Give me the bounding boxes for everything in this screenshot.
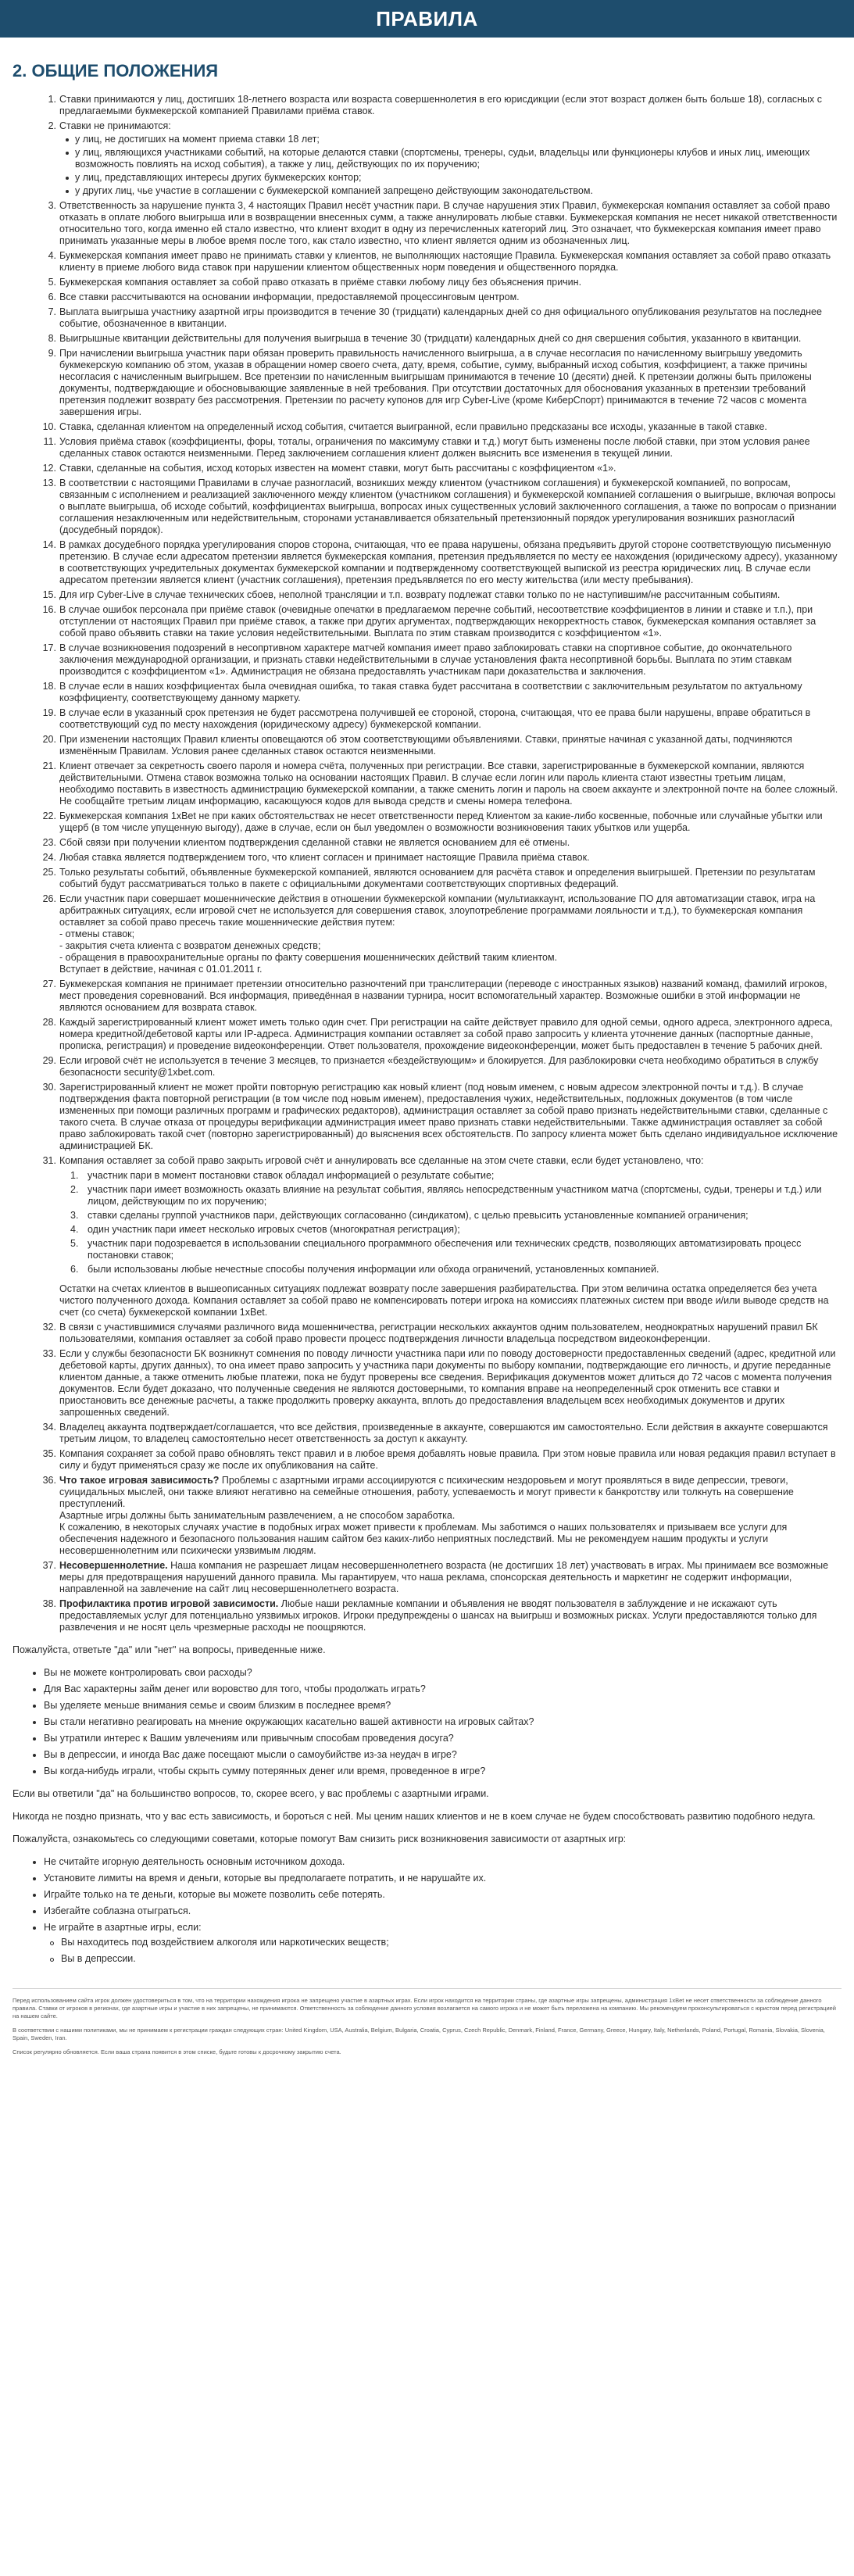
rule-number: 10. (42, 421, 56, 432)
tip-text: Установите лимиты на время и деньги, которые вы предполагаете потратить, и не нарушайте их. (44, 1873, 487, 1884)
rule-text: Ставки не принимаются: (59, 120, 171, 131)
tip-subitems (44, 1937, 841, 1965)
rule-bullet: у лиц, не достигших на момент приема ставки 18 лет; (75, 134, 841, 145)
subitem-text: участник пари подозревается в использовании специального программного обеспечения или технических средств, позволяющих автоматизировать процесс постановки ставок; (88, 1238, 802, 1261)
rule-heading: Несовершеннолетние. (59, 1560, 168, 1571)
rule-text: Любые наши рекламные компании и объявления не вводят пользователя в заблуждение и не искажают суть предоставляемых услуг для потенциально уязвимых игроков. Игроки предупреждены о шансах на выигрыш и возможных рисках. Услуги предоставляются только для развлечения и не носят цель чрезмерные расходы не поощряются. (59, 1598, 817, 1633)
tip-item (44, 1922, 841, 1965)
rule-text: Сбой связи при получении клиентом подтверждения сделанной ставки не является основанием для её отмены. (59, 837, 570, 848)
rule-number: 18. (42, 681, 56, 692)
rule-item (42, 642, 841, 678)
tips-intro: Пожалуйста, ознакомьтесь со следующими советами, которые помогут Вам снизить риск возникновения зависимости от азартных игр: (13, 1834, 627, 1844)
tip-text: Избегайте соблазна отыграться. (44, 1905, 191, 1916)
rule-number: 15. (42, 589, 56, 600)
subitem-text: ставки сделаны группой участников пари, действующих согласованно (синдикатом), с целью превысить установленные компанией ограничения; (88, 1210, 749, 1221)
rule-number: 13. (42, 478, 56, 488)
rule-after-note: Остатки на счетах клиентов в вышеописанных ситуациях подлежат возврату после завершения разбирательства. При этом величина остатка определяется без учета чистого полученного дохода. Компания оставляет за собой право не компенсировать потери игрока на комиссиях платежных систем при вводе и/или выводе средств на счет (со счета) букмекерской компании 1xBet. (59, 1283, 829, 1318)
rule-item (42, 1082, 841, 1152)
rule-item (48, 348, 841, 418)
rule-text: Выигрышные квитанции действительны для получения выигрыша в течение 30 (тридцати) календарных дней со дня свершения события, указанного в квитанции. (59, 333, 802, 344)
rule-bullet: у лиц, представляющих интересы других букмекерских контор; (75, 172, 841, 184)
rule-text: Владелец аккаунта подтверждает/соглашается, что все действия, произведенные в аккаунте, совершаются им самостоятельно. Если действия в аккаунте совершаются третьим лицом, то владелец самостоятельно несет ответственность за доступ к аккаунту. (59, 1422, 828, 1444)
rule-heading: Профилактика против игровой зависимости. (59, 1598, 279, 1609)
subitem-text: участник пари в момент постановки ставок обладал информацией о результате событие; (88, 1170, 495, 1181)
rule-number: 17. (42, 642, 56, 653)
rule-number: 34. (42, 1422, 56, 1433)
rule-text: Для игр Cyber-Live в случае технических сбоев, неполной трансляции и т.п. возврату подлежат ставки только по не наступившим/не рассчитанным событиям. (59, 589, 781, 600)
rule-item (42, 1348, 841, 1419)
rule-subitems (59, 1170, 841, 1275)
rule-item (42, 1055, 841, 1079)
rule-number: 19. (42, 707, 56, 718)
rule-text: Если у службы безопасности БК возникнут сомнения по поводу личности участника пари или по поводу достоверности предоставленных сведений (адрес, кредитной или дебетовой карты, других данных), то она имеет право запросить у участника пари документы по выбору компании, подтверждающие его личность, и другие переданные клиентом данные, а также отменить любые платежи, пока не будут проверены все сведения. Верификация документов может длиться до 72 часов с момента получения документов. Если будет доказано, что полученные сведения не являются достоверными, то компания вправе на неопределенный срок отменить все ставки и приостановить все денежные расчеты, а также продолжить проверку аккаунта, вплоть до предоставления владельцем всех необходимых документов и других запрошенных сведений. (59, 1348, 836, 1418)
rule-subitem (70, 1224, 841, 1236)
section-title: 2. ОБЩИЕ ПОЛОЖЕНИЯ (13, 61, 219, 80)
subitem-number: 6. (70, 1264, 79, 1275)
rule-number: 36. (42, 1475, 56, 1486)
rule-item (43, 436, 841, 460)
rule-item (42, 734, 841, 757)
rule-text: Ответственность за нарушение пункта 3, 4 настоящих Правил несёт участник пари. В случае нарушения этих Правил, букмекерская компания оставляет за собой право отказать в оплате любого выигрыша или в возвращении внесенных сумм, а также аннулировать любые ставки. Букмекерская компания не несет никакой ответственности относительно того, когда именно ей стало известно, что клиент входит в одну из перечисленных категорий лиц. Это означает, что букмекерская компания имеет право принимать указанные меры в любое время после того, как стало известно, что клиент является одним из обозначенных лиц. (59, 200, 838, 246)
rule-number: 9. (48, 348, 56, 359)
rule-item (42, 1598, 841, 1633)
footnote-text: В соответствии с нашими политиками, мы не принимаем к регистрации граждан следующих стран: United Kingdom, USA, Australia, Belgium, Bulgaria, Croatia, Cyprus, Czech Republic, Denmark, Finland, France, Germany, Greece, Hungary, Italy, Netherlands, Poland, Portugal, Romania, Slovakia, Slovenia, Spain, Sweden, Iran. (13, 2027, 825, 2041)
rule-text: Любая ставка является подтверждением того, что клиент согласен и принимает настоящие Правила приёма ставок. (59, 852, 590, 863)
rule-text: Зарегистрированный клиент не может пройти повторную регистрацию как новый клиент (под новым именем, с новым адресом электронной почты и т.д.). В случае подтверждения факта повторной регистрации (в том числе под новым именем), предоставления чужих, недействительных, подложных документов (в том числе измененных при помощи различных программ и графических редакторов), администрация оставляет за собой право признать недействительными ставки, сделанные с такого счета. В случае отказа от процедуры верификации администрация имеет право признать ставки недействительными. Также администрация оставляет за собой право заблокировать такой счет (повторно зарегистрированный) до выяснения всех обстоятельств. По запросу клиента может быть сделано индивидуальное исключение администрацией БК. (59, 1082, 838, 1151)
tip-text: Играйте только на те деньги, которые вы можете позволить себе потерять. (44, 1889, 385, 1900)
subitem-number: 3. (70, 1210, 79, 1221)
rule-item (48, 333, 841, 345)
rule-number: 11. (43, 436, 56, 447)
rule-number: 8. (48, 333, 56, 344)
subitem-number: 2. (70, 1184, 79, 1195)
subitem-number: 1. (70, 1170, 79, 1181)
rule-item (42, 681, 841, 704)
rule-text: Каждый зарегистрированный клиент может иметь только один счет. При регистрации на сайте действует правило для одной семьи, одного адреса, электронного адреса, номера кредитной/дебетовой карты или IP-адреса. Администрация компании оставляет за собой право запросить у клиента уточнение данных (паспортные данные, прописка, регистрация) и проведение видеоконференции. Ответ пользователя, прохождение видеоконференции, может быть предоставлен в течение 5 рабочих дней. (59, 1017, 833, 1051)
rule-item (42, 852, 841, 864)
question-item: Вы в депрессии, и иногда Вас даже посещают мысли о самоубийстве из-за неудач в игре? (44, 1749, 841, 1761)
rule-number: 5. (48, 277, 56, 288)
rule-item (42, 1475, 841, 1557)
tip-subitem: Вы в депрессии. (61, 1953, 841, 1965)
never-late-note: Никогда не поздно признать, что у вас есть зависимость, и бороться с ней. Мы ценим наших клиентов и не в коем случае не будем способствовать развитию подобного недуга. (13, 1811, 816, 1822)
rule-text: При изменении настоящих Правил клиенты оповещаются об этом соответствующими объявлениями. Ставки, принятые начиная с указанной даты, подчиняются изменённым Правилам. Условия ранее сделанных ставок остаются неизменными. (59, 734, 792, 757)
rule-item (42, 1422, 841, 1445)
rule-text: Компания сохраняет за собой право обновлять текст правил и в любое время добавлять новые правила. При этом новые правила или новая редакция правил вступает в силу и будут применяться сразу же после их опубликования на сайте. (59, 1448, 836, 1471)
subitem-number: 4. (70, 1224, 79, 1235)
rule-item (48, 200, 841, 247)
rule-item (42, 1322, 841, 1345)
rule-item (42, 478, 841, 536)
rule-text: В рамках досудебного порядка урегулирования споров сторона, считающая, что ее права нарушены, обязана предъявить другой стороне соответствующую письменную претензию. В случае если адресатом претензии является букмекерская компания, претензия предъявляется по месту ее нахождения (юридическому адресу), указанному в соответствующих учредительных документах букмекерской компании и подтвержденному соответствующей выпиской из реестра юридических лиц. В случае если адресатом претензии является клиент (участник соглашения), претензия предъявляется по его месту жительства (или месту пребывания). (59, 539, 838, 585)
rule-text: В связи с участившимися случаями различного вида мошенничества, регистрации нескольких аккаунтов одним пользователем, неоднократных нарушений правил БК пользователями, компания оставляет за собой право провести процесс подтверждения личности владельца посредством видеоконференции. (59, 1322, 818, 1344)
footnote-text: Список регулярно обновляется. Если ваша страна появится в этом списке, будьте готовы к досрочному закрытию счета. (13, 2048, 341, 2055)
rule-text: Выплата выигрыша участнику азартной игры производится в течение 30 (тридцати) календарных дней со дня официального опубликования результатов на последнее событие, обозначенное в квитанции. (59, 306, 822, 329)
rule-text: Наша компания не разрешает лицам несовершеннолетнего возраста (не достигших 18 лет) участвовать в играх. Мы принимаем все возможные меры для предотвращения нарушений данного правила. Мы гарантируем, что наша реклама, спонсорская деятельность и маркетинг не содержит информации, направленной на завлечение на сайт лиц несовершеннолетнего возраста. (59, 1560, 829, 1594)
rule-item (48, 94, 841, 117)
tip-text: Не играйте в азартные игры, если: (44, 1922, 202, 1933)
rule-text: Только результаты событий, объявленные букмекерской компанией, являются основанием для расчёта ставок и определения выигрышей. Претензии по результатам событий будут рассматриваться только в пакете с официальными документами соответствующих спортивных федераций. (59, 867, 816, 889)
rule-number: 20. (42, 734, 56, 745)
rule-text: Если участник пари совершает мошеннические действия в отношении букмекерской компании (мультиаккаунт, использование ПО для автоматизации ставок, игра на арбитражных ситуациях, если игровой счет не используется для совершения ставок, злоупотребление программами лояльности и т.д.), то букмекерская компания оставляет за собой право пресечь такие мошеннические действия путем: - отмены ставок; - закрытия счета клиента с возвратом денежных средств; - обращения в правоохранительные органы по факту совершения мошеннических действий таким клиентом. Вступает в действие, начиная с 01.01.2011 г. (59, 893, 816, 975)
header-bar (0, 0, 854, 38)
footnote-text: Перед использованием сайта игрок должен удостовериться в том, что на территории нахождения игрока не запрещено участие в азартных играх. Если игрок находится на территории страны, где азартные игры запрещены, администрация 1xBet не несет ответственности за соблюдение данного правила. Ставки от игроков в регионах, где азартные игры и участие в них запрещены, не принимаются. Ответственность за соблюдение данного условия возлагается на самого игрока и не может быть переложена на компанию. Мы рекомендуем проконсультироваться с юристом перед регистрацией на нашем сайте. (13, 1997, 836, 2020)
rule-text: Букмекерская компания оставляет за собой право отказать в приёме ставки любому лицу без объяснения причин. (59, 277, 582, 288)
rule-item (42, 1155, 841, 1318)
subitem-text: были использованы любые нечестные способы получения информации или обхода ограничений, установленных компанией. (88, 1264, 659, 1275)
rule-number: 27. (42, 979, 56, 989)
rule-number: 35. (42, 1448, 56, 1459)
rule-item (42, 893, 841, 975)
rule-number: 12. (42, 463, 56, 474)
rule-number: 32. (42, 1322, 56, 1333)
rule-text: Проблемы с азартными играми ассоциируются с психическим нездоровьем и могут проявляться в виде депрессии, тревоги, суицидальных мыслей, они также влияют негативно на семейные отношения, работу, успеваемость и могут привести к банкротству или толкнуть на совершение преступлений. Азартные игры должны быть занимательным развлечением, а не способом заработка. К сожалению, в некоторых случаях участие в подобных играх может привести к проблемам. Мы заботимся о наших пользователях и призываем все услуги для обеспечения надежного и безопасного пользования нашим сайтом без каких-либо неприятных последствий. Мы не рекомендуем нашим продукты и услуги несовершеннолетним или психически уязвимым людям. (59, 1475, 794, 1556)
rule-number: 2. (48, 120, 56, 131)
subitem-text: участник пари имеет возможность оказать влияние на результат события, являясь непосредственным участником матча (спортсмены, судьи, тренеры и т.д.) или лицом, действующим по их поручению; (88, 1184, 822, 1207)
rule-item (42, 760, 841, 807)
subitem-number: 5. (70, 1238, 79, 1249)
question-item: Вы когда-нибудь играли, чтобы скрыть сумму потерянных денег или время, проведенное в игре? (44, 1766, 841, 1777)
rules-content (0, 38, 854, 2056)
rule-number: 25. (42, 867, 56, 878)
rule-number: 1. (48, 94, 56, 105)
tips-list (13, 1856, 841, 1965)
rule-bullets (59, 134, 841, 197)
tip-item (44, 1873, 841, 1884)
rule-number: 30. (42, 1082, 56, 1093)
rule-number: 31. (42, 1155, 56, 1166)
rule-item (48, 292, 841, 303)
tip-item (44, 1856, 841, 1868)
rule-text: Клиент отвечает за секретность своего пароля и номера счёта, полученных при регистрации. Все ставки, зарегистрированные в букмекерской компании, являются действительными. Отмена ставок возможна только на основании настоящих Правил. В случае если логин или пароль клиента стают известны третьим лицам, необходимо поставить в известность администрацию букмекерской компании, а также сменить логин и пароль на своем аккаунте и электронной почте на более сложный. Не сообщайте третьим лицам информацию, касающуюся кодов для вывода средств и смены номера телефона. (59, 760, 838, 807)
rule-item (48, 120, 841, 197)
question-item: Для Вас характерны займ денег или воровство для того, чтобы продолжать играть? (44, 1683, 841, 1695)
rule-item (48, 277, 841, 288)
rule-bullet: у лиц, являющихся участниками событий, на которые делаются ставки (спортсмены, тренеры, судьи, владельцы или функционеры клубов и иных лиц, имеющих возможность повлиять на исход события), а также у лиц, действующих по их поручению; (75, 147, 841, 170)
tip-subitem: Вы находитесь под воздействием алкоголя или наркотических веществ; (61, 1937, 841, 1948)
rule-number: 4. (48, 250, 56, 261)
rule-text: При начислении выигрыша участник пари обязан проверить правильность начисленного выигрыша, а в случае несогласия по начисленному выигрышу уведомить букмекерскую компанию об этом, указав в обращении номер своего счета, дату, время, событие, сумму, выбранный исход события, коэффициент, а также причины несогласия с начисленным выигрышем. Все претензии по начисленным выигрышам принимаются в течение 10 (десяти) дней. К претензии должны быть приложены документы, подтверждающие и обосновывающие заявленные в ней требования. При отсутствии достаточных для обоснования указанных в претензии требований претензия подлежит возврату без рассмотрения. Претензии по расчету купонов для игр Cyber-Live (кроме КиберСпорт) принимаются в течение 72 часов с момента завершения игры. (59, 348, 812, 417)
rule-text: Букмекерская компания имеет право не принимать ставки у клиентов, не выполняющих настоящие Правила. Букмекерская компания оставляет за собой право отказать клиенту в приеме любого вида ставок при нарушении клиентом общественных норм поведения и общественного порядка. (59, 250, 831, 273)
rule-item (42, 1448, 841, 1472)
rule-item (42, 707, 841, 731)
rule-number: 7. (48, 306, 56, 317)
rule-text: Букмекерская компания не принимает претензии относительно разночтений при транслитерации (переводе с иностранных языков) названий команд, фамилий игроков, мест проведения соревнований. Вся информация, приведённая в названии турнира, носит вспомогательный характер. Возможные ошибки в этой информации не являются основанием для возврата ставок. (59, 979, 827, 1013)
rule-item (48, 250, 841, 274)
rule-text: Условия приёма ставок (коэффициенты, форы, тоталы, ограничения по максимуму ставки и т.д.) могут быть изменены после любой ставки, при этом условия ранее сделанных ставок остаются неизменными. Перед заключением соглашения клиент должен выяснить все изменения в текущей линии. (59, 436, 810, 459)
rule-number: 26. (42, 893, 56, 904)
rule-text: Ставка, сделанная клиентом на определенный исход события, считается выигранной, если правильно предсказаны все исходы, указанные в такой ставке. (59, 421, 767, 432)
footnotes (13, 1988, 841, 2056)
rule-text: Все ставки рассчитываются на основании информации, предоставляемой процессинговым центром. (59, 292, 520, 302)
question-item: Вы стали негативно реагировать на мнение окружающих касательно вашей активности на игровых сайтах? (44, 1716, 841, 1728)
yes-answer-note: Если вы ответили "да" на большинство вопросов, то, скорее всего, у вас проблемы с азартными играми. (13, 1788, 489, 1799)
rule-number: 37. (42, 1560, 56, 1571)
rule-text: Букмекерская компания 1xBet не при каких обстоятельствах не несет ответственности перед Клиентом за какие-либо косвенные, побочные или случайные убытки или ущерб (в том числе упущенную выгоду), даже в случае, если он был уведомлен о возможности возникновения таких убытков или ущерба. (59, 810, 823, 833)
rule-number: 28. (42, 1017, 56, 1028)
rule-number: 38. (42, 1598, 56, 1609)
rule-text: В случае если в указанный срок претензия не будет рассмотрена получившей ее стороной, сторона, считающая, что ее права были нарушены, вправе обратиться в соответствующий суд по месту нахождения (юридическому адресу) букмекерской компании. (59, 707, 811, 730)
rule-number: 29. (42, 1055, 56, 1066)
rule-subitem (70, 1170, 841, 1182)
rule-number: 6. (48, 292, 56, 302)
rule-text: Компания оставляет за собой право закрыть игровой счёт и аннулировать все сделанные на этом счете ставки, если будет установлено, что: (59, 1155, 704, 1166)
rule-text: В случае возникновения подозрений в несопртивном характере матчей компания имеет право заблокировать ставки на спортивное событие, до окончательного заключения международной организации, и признать ставки недействительными в случае установления факта несопртивной борьбы. Выплата по этим ставкам производится с коэффициентом «1». Администрация не обязана предоставлять участникам пари доказательства и заключения. (59, 642, 792, 677)
rule-subitem (70, 1238, 841, 1261)
questions-list (13, 1667, 841, 1777)
rule-text: Ставки принимаются у лиц, достигших 18-летнего возраста или возраста совершеннолетия в его юрисдикции (если этот возраст должен быть больше 18), согласных с предлагаемыми букмекерской компанией Правилами приёма ставок. (59, 94, 823, 116)
tip-item (44, 1905, 841, 1917)
rule-item (42, 979, 841, 1014)
rule-item (42, 1017, 841, 1052)
rule-text: Ставки, сделанные на события, исход которых известен на момент ставки, могут быть рассчитаны с коэффициентом «1». (59, 463, 616, 474)
rule-item (42, 421, 841, 433)
tip-item (44, 1889, 841, 1901)
page-title: ПРАВИЛА (376, 6, 478, 30)
rule-number: 21. (42, 760, 56, 771)
question-item: Вы не можете контролировать свои расходы? (44, 1667, 841, 1679)
rule-item (42, 463, 841, 474)
rule-number: 22. (42, 810, 56, 821)
rule-subitem (70, 1264, 841, 1275)
rule-item (42, 604, 841, 639)
rule-bullet: у других лиц, чье участие в соглашении с букмекерской компанией запрещено действующим законодательством. (75, 185, 841, 197)
rule-item (48, 306, 841, 330)
rule-text: В случае если в наших коэффициентах была очевидная ошибка, то такая ставка будет рассчитана в соответствии с заключительным результатом по актуальному коэффициенту, соответствующему данному маркету. (59, 681, 802, 703)
rule-item (42, 867, 841, 890)
rule-text: В случае ошибок персонала при приёме ставок (очевидные опечатки в предлагаемом перечне событий, несоответствие коэффициентов в линии и ставке и т.п.), при отступлении от настоящих Правил при приёме ставок, а также при других аргументах, подтверждающих некорректность ставок, букмекерская компания оставляет за собой право объявить ставки на такие условия недействительными. Выплата по этим ставкам производится с коэффициентом «1». (59, 604, 816, 639)
rule-subitem (70, 1184, 841, 1208)
rule-number: 3. (48, 200, 56, 211)
questions-intro: Пожалуйста, ответьте "да" или "нет" на вопросы, приведенные ниже. (13, 1644, 326, 1655)
question-item: Вы утратили интерес к Вашим увлечениям или привычным способам проведения досуга? (44, 1733, 841, 1744)
rule-item (42, 810, 841, 834)
rule-text: Если игровой счёт не используется в течение 3 месяцев, то признается «бездействующим» и блокируется. Для разблокировки счета необходимо обратиться в службу безопасности security@1xbet.com. (59, 1055, 819, 1078)
rule-text: В соответствии с настоящими Правилами в случае разногласий, возникших между клиентом (участником соглашения) и букмекерской компанией, по вопросам, связанным с исполнением и реализацией заключенного между клиентом (участником соглашения) и букмекерской компанией соглашения о выигрыше, включая вопросы о выплате выигрыша, об исходе событий, коэффициентах выигрыша, вопросах иных существенных условий заключенного соглашения, а также по вопросам о признании соглашения незаключенным или недействительным, сторонами устанавливается обязательный претензионный порядок урегулирования возникших разногласий (досудебный порядок). (59, 478, 837, 535)
rule-item (42, 539, 841, 586)
rule-heading: Что такое игровая зависимость? (59, 1475, 220, 1486)
tip-text: Не считайте игорную деятельность основным источником дохода. (44, 1856, 345, 1867)
rule-number: 33. (42, 1348, 56, 1359)
rule-number: 16. (42, 604, 56, 615)
rule-item (42, 837, 841, 849)
rule-number: 14. (42, 539, 56, 550)
subitem-text: один участник пари имеет несколько игровых счетов (многократная регистрация); (88, 1224, 460, 1235)
rule-subitem (70, 1210, 841, 1222)
question-item: Вы уделяете меньше внимания семье и своим близким в последнее время? (44, 1700, 841, 1712)
rule-item (42, 589, 841, 601)
rules-list (13, 94, 841, 1633)
rule-number: 23. (42, 837, 56, 848)
rule-item (42, 1560, 841, 1595)
rule-number: 24. (42, 852, 56, 863)
